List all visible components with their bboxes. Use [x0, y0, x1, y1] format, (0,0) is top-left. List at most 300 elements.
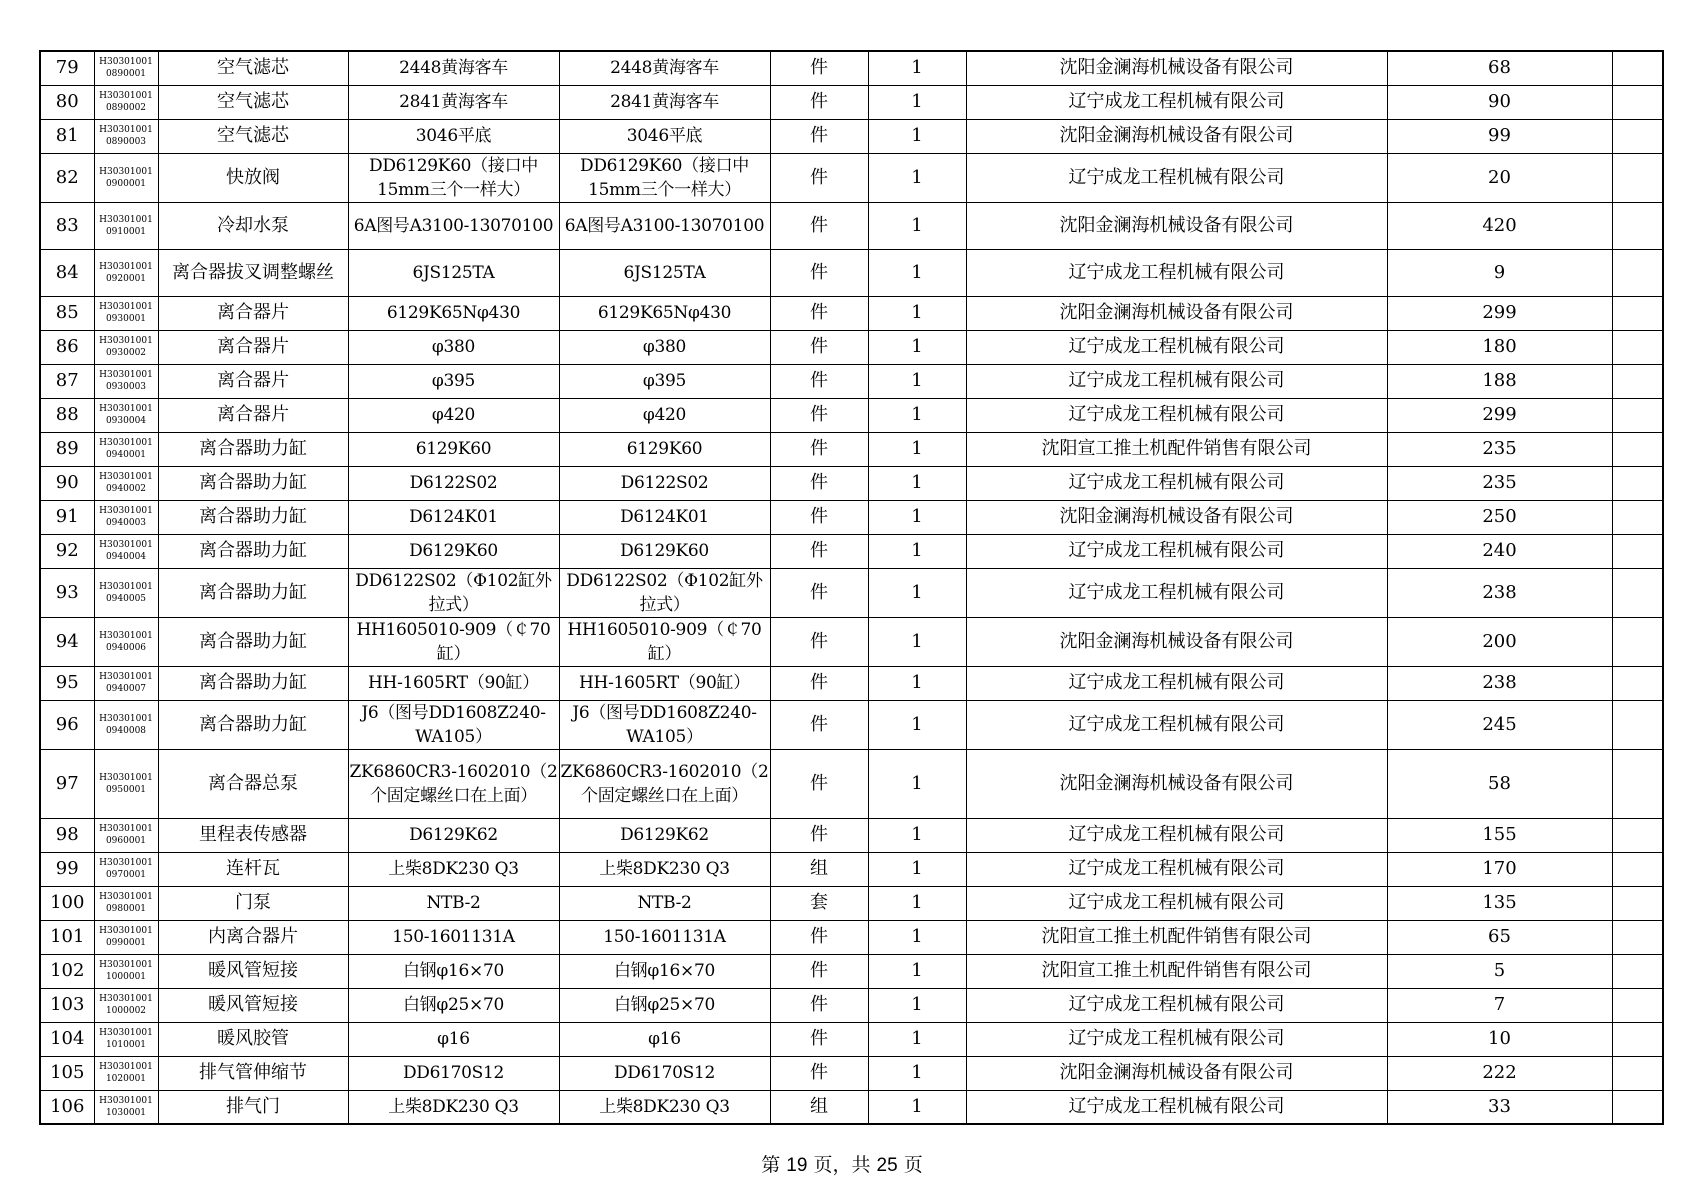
quantity-cell: 1	[868, 119, 966, 153]
unit-cell: 件	[770, 364, 868, 398]
row-number-cell: 90	[40, 466, 94, 500]
supplier-cell: 辽宁成龙工程机械有限公司	[966, 700, 1387, 749]
material-code-cell: H30301001 0940002	[94, 466, 158, 500]
unit-cell: 件	[770, 818, 868, 852]
table-row	[40, 920, 1663, 954]
quantity-cell: 1	[868, 466, 966, 500]
quantity-cell: 1	[868, 954, 966, 988]
specification-cell: φ395	[348, 364, 559, 398]
model-cell: D6124K01	[559, 500, 770, 534]
unit-cell: 件	[770, 85, 868, 119]
part-name-cell: 空气滤芯	[158, 51, 348, 85]
supplier-cell: 沈阳金澜海机械设备有限公司	[966, 202, 1387, 249]
price-cell: 245	[1387, 700, 1612, 749]
supplier-cell: 辽宁成龙工程机械有限公司	[966, 249, 1387, 296]
model-cell: HH1605010-909（￠70缸）	[559, 617, 770, 666]
specification-cell: 2448黄海客车	[348, 51, 559, 85]
unit-cell: 件	[770, 568, 868, 617]
row-number-cell: 86	[40, 330, 94, 364]
supplier-cell: 沈阳金澜海机械设备有限公司	[966, 1056, 1387, 1090]
table-row	[40, 617, 1663, 666]
table-row	[40, 432, 1663, 466]
supplier-cell: 沈阳宣工推土机配件销售有限公司	[966, 954, 1387, 988]
quantity-cell: 1	[868, 1022, 966, 1056]
row-number-cell: 88	[40, 398, 94, 432]
part-name-cell: 离合器助力缸	[158, 432, 348, 466]
model-cell: φ380	[559, 330, 770, 364]
model-cell: ZK6860CR3-1602010（2个固定螺丝口在上面）	[559, 749, 770, 818]
model-cell: 上柴8DK230 Q3	[559, 1090, 770, 1124]
quantity-cell: 1	[868, 249, 966, 296]
part-name-cell: 离合器助力缸	[158, 666, 348, 700]
material-code-cell: H30301001 0940005	[94, 568, 158, 617]
quantity-cell: 1	[868, 296, 966, 330]
part-name-cell: 离合器助力缸	[158, 534, 348, 568]
specification-cell: 6129K60	[348, 432, 559, 466]
specification-cell: D6122S02	[348, 466, 559, 500]
part-name-cell: 暖风管短接	[158, 988, 348, 1022]
supplier-cell: 沈阳金澜海机械设备有限公司	[966, 119, 1387, 153]
model-cell: D6129K60	[559, 534, 770, 568]
supplier-cell: 辽宁成龙工程机械有限公司	[966, 988, 1387, 1022]
table-row	[40, 818, 1663, 852]
supplier-cell: 辽宁成龙工程机械有限公司	[966, 466, 1387, 500]
supplier-cell: 沈阳金澜海机械设备有限公司	[966, 51, 1387, 85]
price-cell: 188	[1387, 364, 1612, 398]
unit-cell: 件	[770, 51, 868, 85]
supplier-cell: 辽宁成龙工程机械有限公司	[966, 330, 1387, 364]
table-body	[40, 51, 1663, 1124]
material-code-cell: H30301001 1010001	[94, 1022, 158, 1056]
specification-cell: 上柴8DK230 Q3	[348, 852, 559, 886]
quantity-cell: 1	[868, 534, 966, 568]
row-number-cell: 98	[40, 818, 94, 852]
remark-cell	[1612, 432, 1663, 466]
material-code-cell: H30301001 0890001	[94, 51, 158, 85]
material-code-cell: H30301001 0890003	[94, 119, 158, 153]
page-footer	[0, 1150, 1684, 1177]
specification-cell: HH1605010-909（￠70缸）	[348, 617, 559, 666]
part-name-cell: 内离合器片	[158, 920, 348, 954]
specification-cell: HH-1605RT（90缸）	[348, 666, 559, 700]
model-cell: 6129K60	[559, 432, 770, 466]
unit-cell: 件	[770, 1022, 868, 1056]
part-name-cell: 连杆瓦	[158, 852, 348, 886]
row-number-cell: 82	[40, 153, 94, 202]
row-number-cell: 84	[40, 249, 94, 296]
unit-cell: 件	[770, 617, 868, 666]
price-cell: 7	[1387, 988, 1612, 1022]
specification-cell: 6JS125TA	[348, 249, 559, 296]
part-name-cell: 离合器助力缸	[158, 500, 348, 534]
table-row	[40, 988, 1663, 1022]
remark-cell	[1612, 617, 1663, 666]
price-cell: 20	[1387, 153, 1612, 202]
row-number-cell: 103	[40, 988, 94, 1022]
model-cell: D6122S02	[559, 466, 770, 500]
remark-cell	[1612, 534, 1663, 568]
remark-cell	[1612, 296, 1663, 330]
part-name-cell: 空气滤芯	[158, 85, 348, 119]
price-cell: 5	[1387, 954, 1612, 988]
remark-cell	[1612, 249, 1663, 296]
unit-cell: 件	[770, 296, 868, 330]
table-row	[40, 364, 1663, 398]
material-code-cell: H30301001 0920001	[94, 249, 158, 296]
unit-cell: 件	[770, 500, 868, 534]
model-cell: 3046平底	[559, 119, 770, 153]
unit-cell: 件	[770, 202, 868, 249]
part-name-cell: 离合器片	[158, 398, 348, 432]
material-code-cell: H30301001 1030001	[94, 1090, 158, 1124]
model-cell: NTB-2	[559, 886, 770, 920]
remark-cell	[1612, 568, 1663, 617]
model-cell: 2448黄海客车	[559, 51, 770, 85]
unit-cell: 件	[770, 249, 868, 296]
specification-cell: DD6129K60（接口中15mm三个一样大）	[348, 153, 559, 202]
table-row	[40, 1022, 1663, 1056]
row-number-cell: 101	[40, 920, 94, 954]
model-cell: 6JS125TA	[559, 249, 770, 296]
specification-cell: φ420	[348, 398, 559, 432]
table-row	[40, 153, 1663, 202]
remark-cell	[1612, 818, 1663, 852]
part-name-cell: 离合器片	[158, 364, 348, 398]
remark-cell	[1612, 666, 1663, 700]
specification-cell: φ16	[348, 1022, 559, 1056]
specification-cell: φ380	[348, 330, 559, 364]
table-row	[40, 568, 1663, 617]
supplier-cell: 沈阳宣工推土机配件销售有限公司	[966, 432, 1387, 466]
table-row	[40, 666, 1663, 700]
material-code-cell: H30301001 0940008	[94, 700, 158, 749]
table-row	[40, 330, 1663, 364]
supplier-cell: 辽宁成龙工程机械有限公司	[966, 364, 1387, 398]
table-row	[40, 534, 1663, 568]
quantity-cell: 1	[868, 398, 966, 432]
price-cell: 58	[1387, 749, 1612, 818]
supplier-cell: 辽宁成龙工程机械有限公司	[966, 398, 1387, 432]
material-code-cell: H30301001 0930003	[94, 364, 158, 398]
part-name-cell: 空气滤芯	[158, 119, 348, 153]
specification-cell: 150-1601131A	[348, 920, 559, 954]
specification-cell: 6129K65Nφ430	[348, 296, 559, 330]
specification-cell: J6（图号DD1608Z240-WA105）	[348, 700, 559, 749]
model-cell: 6129K65Nφ430	[559, 296, 770, 330]
unit-cell: 件	[770, 666, 868, 700]
part-name-cell: 离合器总泵	[158, 749, 348, 818]
material-code-cell: H30301001 0910001	[94, 202, 158, 249]
price-cell: 235	[1387, 466, 1612, 500]
unit-cell: 件	[770, 153, 868, 202]
remark-cell	[1612, 886, 1663, 920]
remark-cell	[1612, 500, 1663, 534]
supplier-cell: 辽宁成龙工程机械有限公司	[966, 818, 1387, 852]
part-name-cell: 离合器片	[158, 296, 348, 330]
footer-prefix: 第	[761, 1154, 781, 1176]
unit-cell: 件	[770, 398, 868, 432]
supplier-cell: 辽宁成龙工程机械有限公司	[966, 534, 1387, 568]
material-code-cell: H30301001 0940001	[94, 432, 158, 466]
quantity-cell: 1	[868, 330, 966, 364]
row-number-cell: 89	[40, 432, 94, 466]
quantity-cell: 1	[868, 852, 966, 886]
unit-cell: 件	[770, 534, 868, 568]
current-page-number: 19	[786, 1155, 808, 1176]
part-name-cell: 快放阀	[158, 153, 348, 202]
row-number-cell: 94	[40, 617, 94, 666]
table-row	[40, 119, 1663, 153]
unit-cell: 件	[770, 1056, 868, 1090]
part-name-cell: 冷却水泵	[158, 202, 348, 249]
specification-cell: ZK6860CR3-1602010（2个固定螺丝口在上面）	[348, 749, 559, 818]
quantity-cell: 1	[868, 364, 966, 398]
table-row	[40, 700, 1663, 749]
quantity-cell: 1	[868, 153, 966, 202]
part-name-cell: 离合器助力缸	[158, 466, 348, 500]
table-row	[40, 202, 1663, 249]
material-code-cell: H30301001 0930001	[94, 296, 158, 330]
material-code-cell: H30301001 1000002	[94, 988, 158, 1022]
price-cell: 238	[1387, 666, 1612, 700]
remark-cell	[1612, 51, 1663, 85]
model-cell: φ395	[559, 364, 770, 398]
quantity-cell: 1	[868, 700, 966, 749]
quantity-cell: 1	[868, 749, 966, 818]
part-name-cell: 离合器片	[158, 330, 348, 364]
price-cell: 10	[1387, 1022, 1612, 1056]
material-code-cell: H30301001 0940006	[94, 617, 158, 666]
specification-cell: NTB-2	[348, 886, 559, 920]
row-number-cell: 97	[40, 749, 94, 818]
price-cell: 238	[1387, 568, 1612, 617]
specification-cell: 3046平底	[348, 119, 559, 153]
part-name-cell: 离合器助力缸	[158, 700, 348, 749]
material-code-cell: H30301001 0900001	[94, 153, 158, 202]
part-name-cell: 排气门	[158, 1090, 348, 1124]
table-row	[40, 852, 1663, 886]
part-name-cell: 排气管伸缩节	[158, 1056, 348, 1090]
quantity-cell: 1	[868, 432, 966, 466]
supplier-cell: 辽宁成龙工程机械有限公司	[966, 153, 1387, 202]
model-cell: DD6122S02（Φ102缸外拉式）	[559, 568, 770, 617]
row-number-cell: 106	[40, 1090, 94, 1124]
table-row	[40, 749, 1663, 818]
material-code-cell: H30301001 0980001	[94, 886, 158, 920]
price-cell: 68	[1387, 51, 1612, 85]
remark-cell	[1612, 954, 1663, 988]
quantity-cell: 1	[868, 1090, 966, 1124]
specification-cell: 白钢φ16×70	[348, 954, 559, 988]
remark-cell	[1612, 364, 1663, 398]
table-row	[40, 886, 1663, 920]
quantity-cell: 1	[868, 51, 966, 85]
model-cell: 白钢φ25×70	[559, 988, 770, 1022]
supplier-cell: 辽宁成龙工程机械有限公司	[966, 886, 1387, 920]
price-cell: 420	[1387, 202, 1612, 249]
quantity-cell: 1	[868, 85, 966, 119]
remark-cell	[1612, 85, 1663, 119]
table-row	[40, 398, 1663, 432]
remark-cell	[1612, 749, 1663, 818]
quantity-cell: 1	[868, 666, 966, 700]
specification-cell: 上柴8DK230 Q3	[348, 1090, 559, 1124]
supplier-cell: 沈阳金澜海机械设备有限公司	[966, 617, 1387, 666]
unit-cell: 组	[770, 852, 868, 886]
price-cell: 135	[1387, 886, 1612, 920]
row-number-cell: 87	[40, 364, 94, 398]
footer-suffix: 页	[903, 1154, 923, 1176]
material-code-cell: H30301001 0940003	[94, 500, 158, 534]
model-cell: φ420	[559, 398, 770, 432]
material-code-cell: H30301001 1000001	[94, 954, 158, 988]
table-row	[40, 51, 1663, 85]
material-code-cell: H30301001 0940004	[94, 534, 158, 568]
specification-cell: DD6170S12	[348, 1056, 559, 1090]
table-row	[40, 1056, 1663, 1090]
table-row	[40, 500, 1663, 534]
row-number-cell: 96	[40, 700, 94, 749]
supplier-cell: 辽宁成龙工程机械有限公司	[966, 1022, 1387, 1056]
footer-middle: 页，共	[813, 1154, 871, 1176]
remark-cell	[1612, 153, 1663, 202]
unit-cell: 组	[770, 1090, 868, 1124]
material-code-cell: H30301001 0930002	[94, 330, 158, 364]
price-cell: 240	[1387, 534, 1612, 568]
quantity-cell: 1	[868, 1056, 966, 1090]
material-code-cell: H30301001 0960001	[94, 818, 158, 852]
price-cell: 235	[1387, 432, 1612, 466]
price-cell: 9	[1387, 249, 1612, 296]
remark-cell	[1612, 700, 1663, 749]
part-name-cell: 门泵	[158, 886, 348, 920]
specification-cell: 白钢φ25×70	[348, 988, 559, 1022]
part-name-cell: 离合器助力缸	[158, 617, 348, 666]
material-code-cell: H30301001 0990001	[94, 920, 158, 954]
row-number-cell: 100	[40, 886, 94, 920]
supplier-cell: 辽宁成龙工程机械有限公司	[966, 852, 1387, 886]
model-cell: φ16	[559, 1022, 770, 1056]
row-number-cell: 79	[40, 51, 94, 85]
row-number-cell: 102	[40, 954, 94, 988]
row-number-cell: 81	[40, 119, 94, 153]
price-cell: 170	[1387, 852, 1612, 886]
unit-cell: 件	[770, 466, 868, 500]
remark-cell	[1612, 330, 1663, 364]
part-name-cell: 暖风管短接	[158, 954, 348, 988]
model-cell: 白钢φ16×70	[559, 954, 770, 988]
row-number-cell: 105	[40, 1056, 94, 1090]
supplier-cell: 辽宁成龙工程机械有限公司	[966, 568, 1387, 617]
price-cell: 200	[1387, 617, 1612, 666]
price-cell: 250	[1387, 500, 1612, 534]
specification-cell: D6124K01	[348, 500, 559, 534]
row-number-cell: 93	[40, 568, 94, 617]
supplier-cell: 沈阳金澜海机械设备有限公司	[966, 296, 1387, 330]
table-row	[40, 85, 1663, 119]
unit-cell: 件	[770, 749, 868, 818]
quantity-cell: 1	[868, 818, 966, 852]
price-cell: 222	[1387, 1056, 1612, 1090]
table-row	[40, 954, 1663, 988]
supplier-cell: 辽宁成龙工程机械有限公司	[966, 1090, 1387, 1124]
row-number-cell: 80	[40, 85, 94, 119]
table-row	[40, 249, 1663, 296]
quantity-cell: 1	[868, 988, 966, 1022]
quantity-cell: 1	[868, 617, 966, 666]
quantity-cell: 1	[868, 568, 966, 617]
table-row	[40, 1090, 1663, 1124]
price-cell: 33	[1387, 1090, 1612, 1124]
unit-cell: 件	[770, 432, 868, 466]
material-code-cell: H30301001 0930004	[94, 398, 158, 432]
row-number-cell: 92	[40, 534, 94, 568]
part-name-cell: 离合器助力缸	[158, 568, 348, 617]
model-cell: 上柴8DK230 Q3	[559, 852, 770, 886]
unit-cell: 件	[770, 330, 868, 364]
remark-cell	[1612, 1022, 1663, 1056]
material-code-cell: H30301001 0940007	[94, 666, 158, 700]
price-cell: 299	[1387, 398, 1612, 432]
material-code-cell: H30301001 0970001	[94, 852, 158, 886]
table-row	[40, 296, 1663, 330]
price-cell: 180	[1387, 330, 1612, 364]
remark-cell	[1612, 1090, 1663, 1124]
row-number-cell: 99	[40, 852, 94, 886]
quantity-cell: 1	[868, 886, 966, 920]
price-cell: 99	[1387, 119, 1612, 153]
quantity-cell: 1	[868, 202, 966, 249]
price-cell: 155	[1387, 818, 1612, 852]
total-page-number: 25	[876, 1155, 898, 1176]
supplier-cell: 辽宁成龙工程机械有限公司	[966, 666, 1387, 700]
model-cell: 150-1601131A	[559, 920, 770, 954]
specification-cell: 2841黄海客车	[348, 85, 559, 119]
specification-cell: DD6122S02（Φ102缸外拉式）	[348, 568, 559, 617]
supplier-cell: 沈阳宣工推土机配件销售有限公司	[966, 920, 1387, 954]
model-cell: 6A图号A3100-13070100	[559, 202, 770, 249]
row-number-cell: 83	[40, 202, 94, 249]
model-cell: D6129K62	[559, 818, 770, 852]
row-number-cell: 85	[40, 296, 94, 330]
quantity-cell: 1	[868, 920, 966, 954]
supplier-cell: 沈阳金澜海机械设备有限公司	[966, 749, 1387, 818]
supplier-cell: 沈阳金澜海机械设备有限公司	[966, 500, 1387, 534]
unit-cell: 件	[770, 988, 868, 1022]
remark-cell	[1612, 119, 1663, 153]
part-name-cell: 暖风胶管	[158, 1022, 348, 1056]
unit-cell: 件	[770, 920, 868, 954]
unit-cell: 件	[770, 119, 868, 153]
material-code-cell: H30301001 0950001	[94, 749, 158, 818]
unit-cell: 套	[770, 886, 868, 920]
unit-cell: 件	[770, 954, 868, 988]
remark-cell	[1612, 852, 1663, 886]
row-number-cell: 91	[40, 500, 94, 534]
price-cell: 299	[1387, 296, 1612, 330]
part-name-cell: 里程表传感器	[158, 818, 348, 852]
model-cell: DD6170S12	[559, 1056, 770, 1090]
supplier-cell: 辽宁成龙工程机械有限公司	[966, 85, 1387, 119]
price-cell: 90	[1387, 85, 1612, 119]
specification-cell: 6A图号A3100-13070100	[348, 202, 559, 249]
material-code-cell: H30301001 0890002	[94, 85, 158, 119]
table-row	[40, 466, 1663, 500]
quantity-cell: 1	[868, 500, 966, 534]
specification-cell: D6129K62	[348, 818, 559, 852]
model-cell: HH-1605RT（90缸）	[559, 666, 770, 700]
remark-cell	[1612, 920, 1663, 954]
